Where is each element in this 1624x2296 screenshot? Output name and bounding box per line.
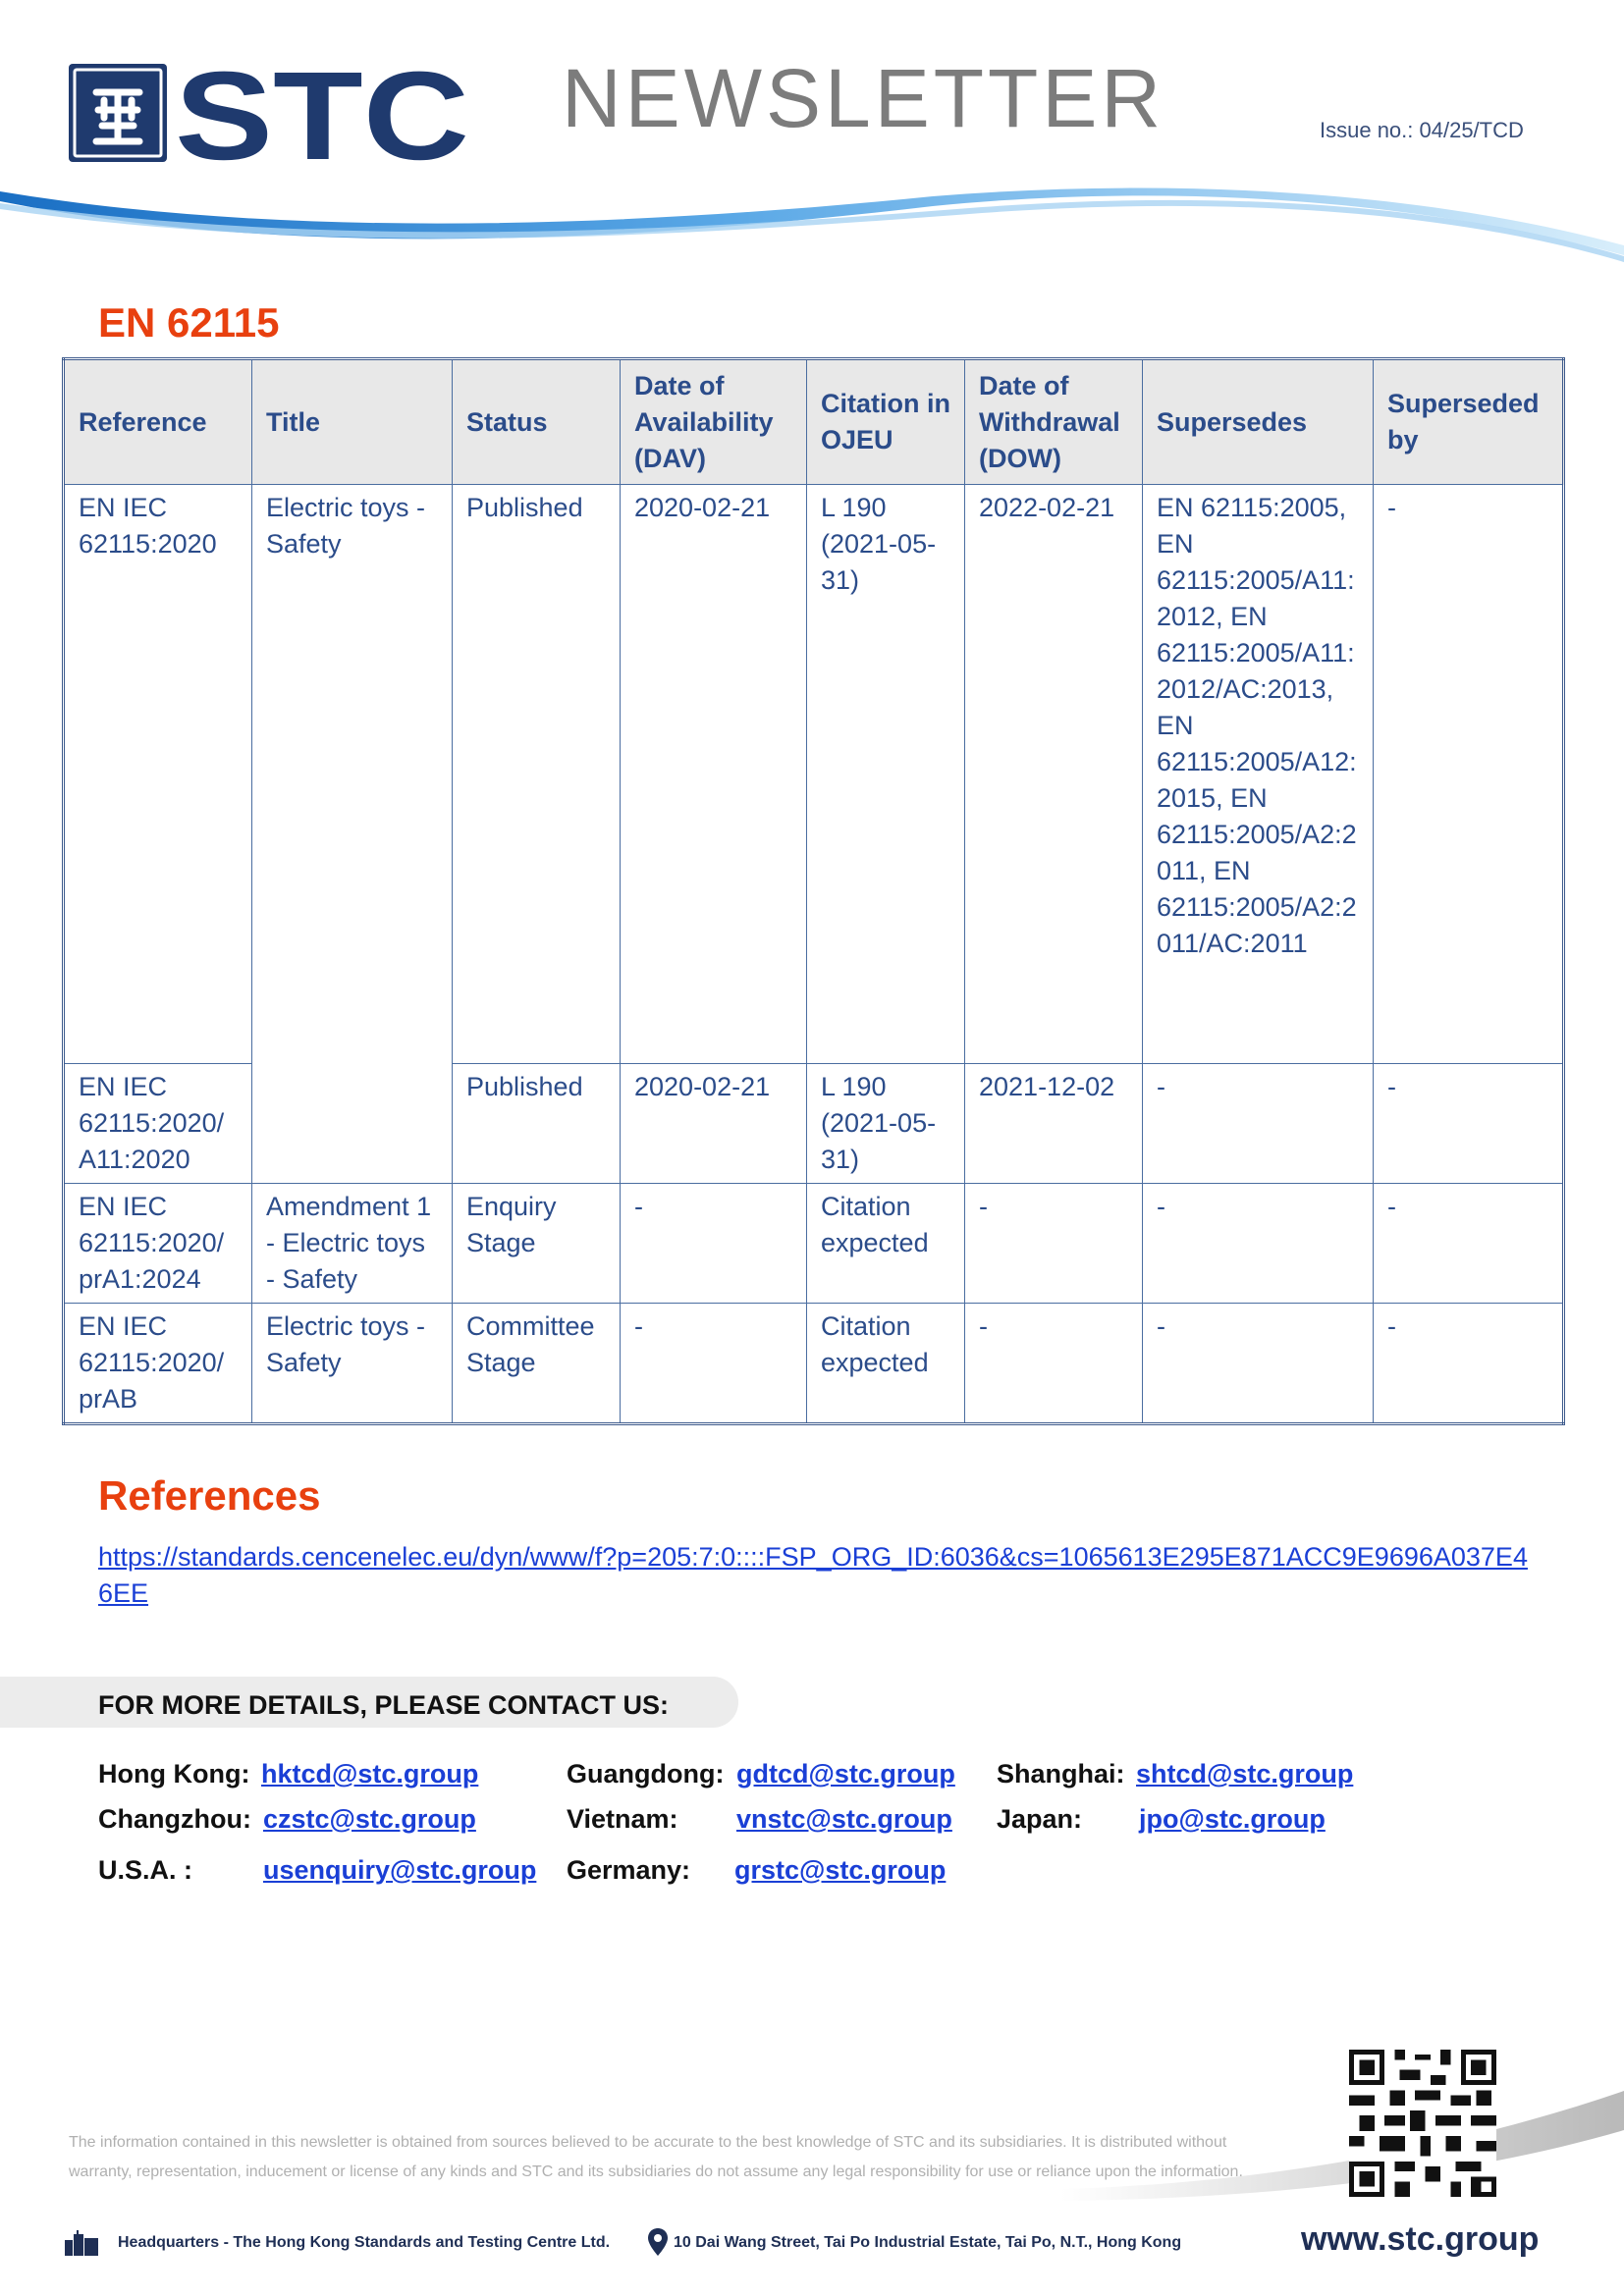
building-icon <box>65 2230 98 2256</box>
cell-dav: - <box>621 1184 807 1304</box>
header-swoosh <box>0 182 1624 280</box>
header-citation: Citation in OJEU <box>807 359 965 485</box>
cell-status: Published <box>453 485 621 1064</box>
cell-dav: - <box>621 1304 807 1424</box>
disclaimer-line: warranty, representation, inducement or license of any kinds and STC and its subsidiaries do not assume any legal responsibility for use or reliance upon the information. <box>69 2163 1243 2180</box>
header-title: Title <box>252 359 453 485</box>
contact-email-vietnam[interactable]: vnstc@stc.group <box>736 1804 952 1834</box>
stc-logo <box>69 61 471 167</box>
contact-label-japan: Japan: <box>997 1804 1083 1834</box>
cell-dow: 2021-12-02 <box>965 1064 1143 1184</box>
cell-status: Enquiry Stage <box>453 1184 621 1304</box>
cell-superseded-by: - <box>1374 1064 1564 1184</box>
contact-label-vietnam: Vietnam: <box>567 1804 678 1834</box>
contact-label-changzhou: Changzhou: <box>98 1804 251 1834</box>
contact-email-usa[interactable]: usenquiry@stc.group <box>263 1855 537 1885</box>
location-pin-icon <box>648 2228 668 2256</box>
cell-reference: EN IEC 62115:2020/A11:2020 <box>64 1064 252 1184</box>
contact-heading: FOR MORE DETAILS, PLEASE CONTACT US: <box>98 1690 670 1720</box>
cell-supersedes: EN 62115:2005, EN 62115:2005/A11:2012, EN 62115:2005/A11:2012/AC:2013, EN 62115:2005/A12:2015, EN 62115:2005/A2:2011, EN 62115:2005/A2:2011/AC:2011 <box>1143 485 1374 1064</box>
section-title-en62115: EN 62115 <box>98 299 280 346</box>
disclaimer <box>69 2128 1296 2187</box>
contact-email-hong-kong[interactable]: hktcd@stc.group <box>261 1759 479 1789</box>
standards-table <box>62 357 1565 1425</box>
website-link[interactable]: www.stc.group <box>1301 2220 1540 2258</box>
qr-code[interactable] <box>1349 2050 1496 2197</box>
headquarters-text: Headquarters - The Hong Kong Standards and Testing Centre Ltd. <box>118 2234 611 2251</box>
cell-superseded-by: - <box>1374 1304 1564 1424</box>
section-title-references: References <box>98 1472 321 1519</box>
cell-reference: EN IEC 62115:2020/prAB <box>64 1304 252 1424</box>
cell-dow: - <box>965 1304 1143 1424</box>
issue-number: Issue no.: 04/25/TCD <box>1320 118 1524 142</box>
header-reference: Reference <box>64 359 252 485</box>
cell-status: Published <box>453 1064 621 1184</box>
reference-link[interactable]: https://standards.cencenelec.eu/dyn/www/f?p=205:7:0::::FSP_ORG_ID:6036&cs=1065613E295E871ACC9E9696A037E46EE <box>98 1542 1528 1608</box>
cell-citation: L 190 (2021-05-31) <box>807 485 965 1064</box>
cell-supersedes: - <box>1143 1304 1374 1424</box>
address-text: 10 Dai Wang Street, Tai Po Industrial Estate, Tai Po, N.T., Hong Kong <box>674 2234 1182 2251</box>
cell-dav: 2020-02-21 <box>621 485 807 1064</box>
cell-citation: Citation expected <box>807 1304 965 1424</box>
svg-text:STC: STC <box>175 61 469 167</box>
cell-supersedes: - <box>1143 1184 1374 1304</box>
contact-email-japan[interactable]: jpo@stc.group <box>1139 1804 1326 1834</box>
cell-title: Electric toys - Safety <box>252 485 453 1184</box>
cell-dav: 2020-02-21 <box>621 1064 807 1184</box>
table-row <box>64 1304 1564 1424</box>
contact-email-guangdong[interactable]: gdtcd@stc.group <box>736 1759 955 1789</box>
disclaimer-line: The information contained in this newsletter is obtained from sources believed to be accurate to the best knowledge of STC and its subsidiaries. It is distributed without <box>69 2134 1227 2151</box>
contact-email-changzhou[interactable]: czstc@stc.group <box>263 1804 476 1834</box>
cell-citation: Citation expected <box>807 1184 965 1304</box>
table-row <box>64 1184 1564 1304</box>
cell-citation: L 190 (2021-05-31) <box>807 1064 965 1184</box>
header-status: Status <box>453 359 621 485</box>
cell-supersedes: - <box>1143 1064 1374 1184</box>
contact-email-germany[interactable]: grstc@stc.group <box>734 1855 947 1885</box>
header-superseded-by: Superseded by <box>1374 359 1564 485</box>
header-dav: Date of Availability (DAV) <box>621 359 807 485</box>
contact-label-shanghai: Shanghai: <box>997 1759 1125 1789</box>
cell-dow: - <box>965 1184 1143 1304</box>
contact-label-germany: Germany: <box>567 1855 691 1885</box>
contact-label-usa: U.S.A. : <box>98 1855 193 1885</box>
contact-email-shanghai[interactable]: shtcd@stc.group <box>1136 1759 1354 1789</box>
cell-reference: EN IEC 62115:2020 <box>64 485 252 1064</box>
newsletter-title: NEWSLETTER <box>562 52 1165 144</box>
cell-title: Amendment 1 - Electric toys - Safety <box>252 1184 453 1304</box>
header-dow: Date of Withdrawal (DOW) <box>965 359 1143 485</box>
cell-title: Electric toys - Safety <box>252 1304 453 1424</box>
table-header-row <box>64 359 1564 485</box>
contact-label-hong-kong: Hong Kong: <box>98 1759 250 1789</box>
contact-label-guangdong: Guangdong: <box>567 1759 725 1789</box>
cell-superseded-by: - <box>1374 485 1564 1064</box>
table-row <box>64 485 1564 1064</box>
cell-status: Committee Stage <box>453 1304 621 1424</box>
header-supersedes: Supersedes <box>1143 359 1374 485</box>
cell-dow: 2022-02-21 <box>965 485 1143 1064</box>
cell-superseded-by: - <box>1374 1184 1564 1304</box>
cell-reference: EN IEC 62115:2020/prA1:2024 <box>64 1184 252 1304</box>
